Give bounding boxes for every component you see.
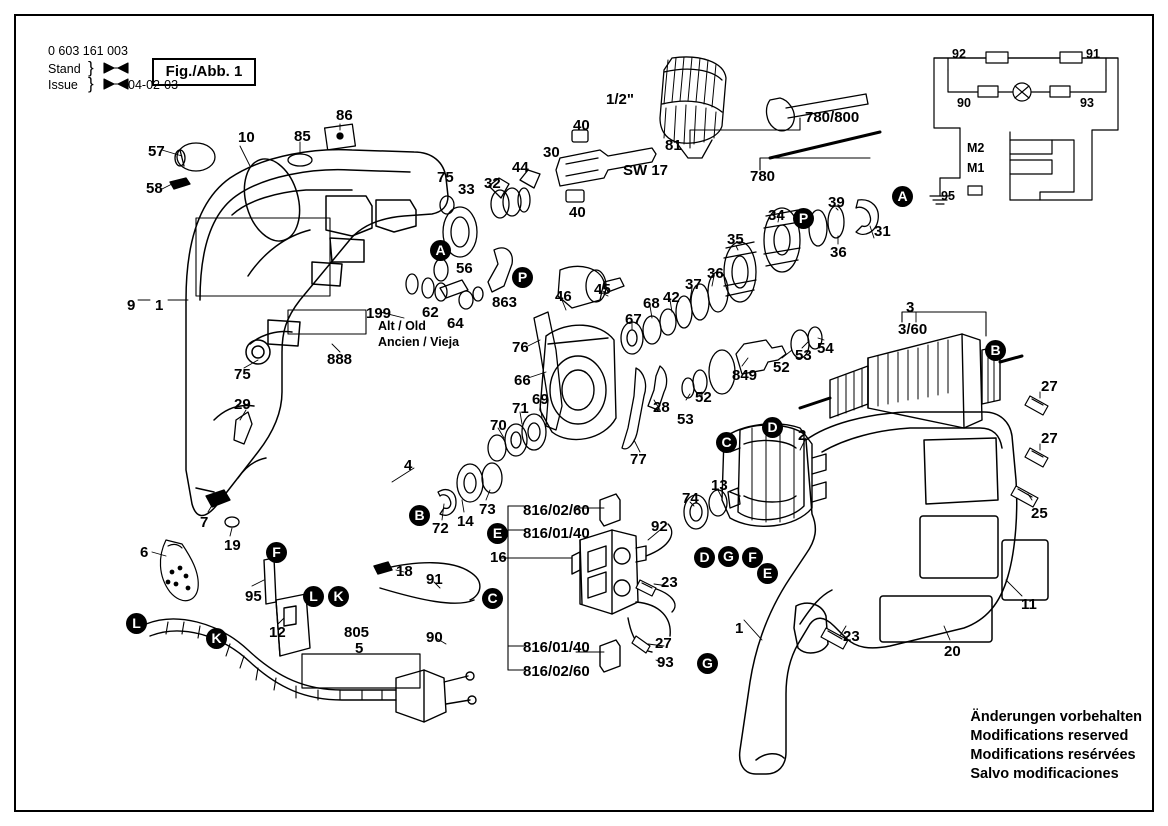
group-816-01-40-bottom: 816/01/40 (523, 639, 590, 656)
callout-6: 6 (140, 544, 149, 561)
group-816-01-40-top: 816/01/40 (523, 525, 590, 542)
marker-a-2: A (892, 186, 913, 207)
callout-40-bottom: 40 (569, 204, 586, 221)
callout-45: 45 (594, 281, 611, 298)
callout-56: 56 (456, 260, 473, 277)
callout-35: 35 (727, 231, 744, 248)
marker-a-1: A (430, 240, 451, 261)
callout-9: 9 (127, 297, 136, 314)
wiring-label-91: 91 (1086, 47, 1100, 61)
callout-1-left: 1 (155, 297, 164, 314)
callout-199: 199 (366, 305, 392, 322)
callout-36-lower: 36 (830, 244, 847, 261)
marker-k-2: K (206, 628, 227, 649)
callout-30: 30 (543, 144, 560, 161)
callout-3: 3 (906, 299, 915, 316)
marker-f-2: F (742, 547, 763, 568)
marker-c-1: C (716, 432, 737, 453)
callout-28: 28 (653, 399, 670, 416)
callout-27-mid: 27 (1041, 430, 1058, 447)
marker-p-2: P (793, 208, 814, 229)
footer-line-es: Salvo modificaciones (970, 765, 1119, 782)
callout-77: 77 (630, 451, 647, 468)
note-alt-old: Alt / Old (378, 319, 426, 333)
callout-67: 67 (625, 311, 642, 328)
callout-66: 66 (514, 372, 531, 389)
marker-c-2: C (482, 588, 503, 609)
marker-g-1: G (718, 546, 739, 567)
callout-95: 95 (245, 588, 262, 605)
wiring-label-90: 90 (957, 96, 971, 110)
wiring-label-m1: M1 (967, 161, 985, 175)
callout-863: 863 (492, 294, 518, 311)
group-780-800: 780/800 (805, 109, 860, 126)
brace-glyph-2: } (88, 74, 94, 93)
marker-b-2: B (409, 505, 430, 526)
group-780: 780 (750, 168, 776, 185)
tool-size-sw17: SW 17 (623, 162, 669, 179)
callout-27-top: 27 (1041, 378, 1058, 395)
callout-75: 75 (437, 169, 454, 186)
callout-19: 19 (224, 537, 241, 554)
callout-46: 46 (555, 288, 572, 305)
callout-14: 14 (457, 513, 474, 530)
part-number: 0 603 161 003 (48, 44, 128, 58)
callout-13: 13 (711, 477, 728, 494)
callout-72: 72 (432, 520, 449, 537)
callout-58: 58 (146, 180, 163, 197)
callout-11: 11 (1021, 596, 1037, 613)
callout-42: 42 (663, 289, 680, 306)
callout-37: 37 (685, 276, 702, 293)
callout-71: 71 (512, 400, 529, 417)
callout-10: 10 (238, 129, 255, 146)
callout-18: 18 (396, 563, 413, 580)
callout-888: 888 (327, 351, 353, 368)
marker-g-2: G (697, 653, 718, 674)
marker-f-1: F (266, 542, 287, 563)
callout-53-right: 53 (795, 347, 812, 364)
footer-line-de: Änderungen vorbehalten (970, 708, 1142, 725)
callout-7: 7 (200, 514, 209, 531)
callout-73: 73 (479, 501, 496, 518)
callout-12: 12 (269, 624, 286, 641)
issue-label: Issue (48, 78, 78, 92)
callout-62: 62 (422, 304, 439, 321)
callout-4: 4 (404, 457, 413, 474)
callout-86: 86 (336, 107, 353, 124)
figure-label: Fig./Abb. 1 (165, 63, 243, 80)
wiring-label-95: 95 (941, 189, 955, 203)
callout-27-switch: 27 (655, 635, 672, 652)
marker-k-1: K (328, 586, 349, 607)
callout-54: 54 (817, 340, 834, 357)
wiring-label-93: 93 (1080, 96, 1094, 110)
marker-b-1: B (985, 340, 1006, 361)
callout-74: 74 (682, 490, 699, 507)
callout-2: 2 (798, 427, 807, 444)
marker-l-1: L (303, 586, 324, 607)
marker-l-2: L (126, 613, 147, 634)
callout-53: 53 (677, 411, 694, 428)
callout-64: 64 (447, 315, 464, 332)
issue-date: 04-02-03 (128, 78, 179, 92)
marker-e-2: E (757, 563, 778, 584)
callout-16: 16 (490, 549, 507, 566)
callout-52: 52 (695, 389, 712, 406)
callout-25: 25 (1031, 505, 1048, 522)
group-816-02-60-top: 816/02/60 (523, 502, 590, 519)
callout-85: 85 (294, 128, 311, 145)
callout-69: 69 (532, 391, 549, 408)
callout-23-housing: 23 (843, 628, 860, 645)
marker-d-1: D (762, 417, 783, 438)
marker-p-1: P (512, 267, 533, 288)
stand-label: Stand (48, 62, 81, 76)
callout-52-right: 52 (773, 359, 790, 376)
callout-805: 805 (344, 624, 370, 641)
callout-76: 76 (512, 339, 529, 356)
callout-31: 31 (874, 223, 891, 240)
callout-91: 91 (426, 571, 443, 588)
footer-notice (970, 708, 1142, 785)
callout-849: 849 (732, 367, 758, 384)
callout-57: 57 (148, 143, 165, 160)
callout-92: 92 (651, 518, 668, 535)
callout-75-lower: 75 (234, 366, 251, 383)
wiring-label-92: 92 (952, 47, 966, 61)
note-ancien-vieja: Ancien / Vieja (378, 335, 460, 349)
callout-44: 44 (512, 159, 529, 176)
callout-20: 20 (944, 643, 961, 660)
callout-39: 39 (828, 194, 845, 211)
group-3-60: 3/60 (898, 321, 928, 338)
callout-34: 34 (768, 207, 785, 224)
marker-e-1: E (487, 523, 508, 544)
callout-36: 36 (707, 265, 724, 282)
callout-23: 23 (661, 574, 678, 591)
wiring-label-m2: M2 (967, 141, 985, 155)
callout-90: 90 (426, 629, 443, 646)
callout-81: 81 (665, 137, 682, 154)
callout-32: 32 (484, 175, 501, 192)
callout-1-right: 1 (735, 620, 744, 637)
marker-d-2: D (694, 547, 715, 568)
footer-line-fr: Modifications resérvées (970, 746, 1136, 763)
callout-5: 5 (355, 640, 364, 657)
callout-93: 93 (657, 654, 674, 671)
callout-40-top: 40 (573, 117, 590, 134)
footer-line-en: Modifications reserved (970, 727, 1129, 744)
tool-size-half-inch: 1/2" (606, 91, 634, 108)
brace-glyph: } (88, 58, 94, 77)
callout-29: 29 (234, 396, 251, 413)
callout-68: 68 (643, 295, 660, 312)
callout-70: 70 (490, 417, 507, 434)
callout-33: 33 (458, 181, 475, 198)
group-816-02-60-bottom: 816/02/60 (523, 663, 590, 680)
